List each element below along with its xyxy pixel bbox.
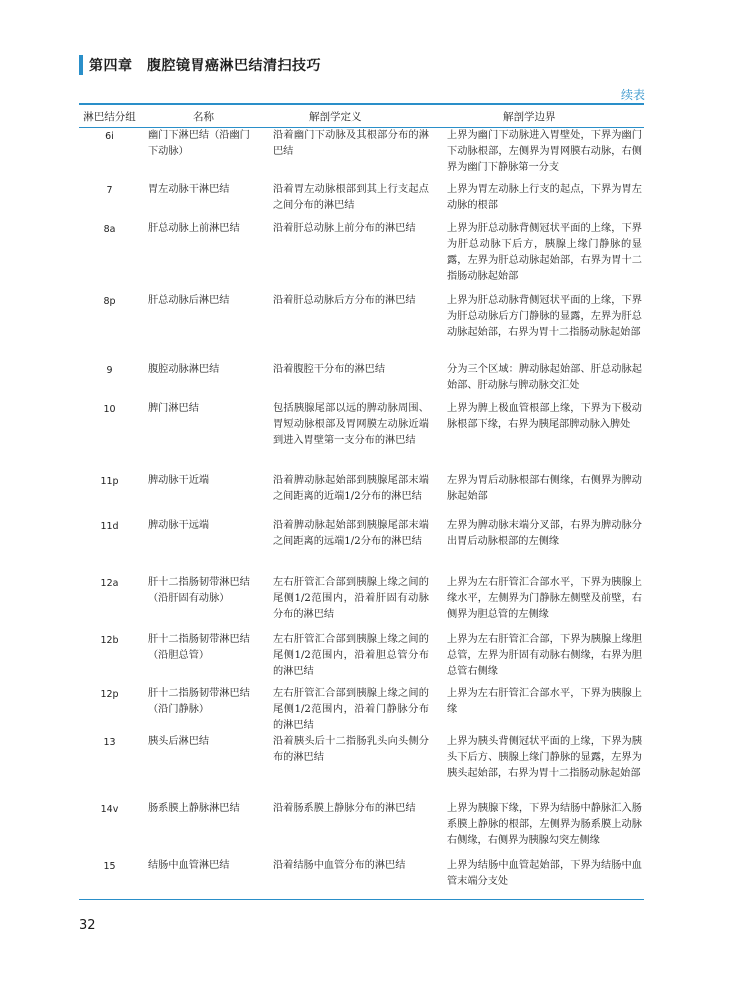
anatomical-boundary: 上界为胰腺下缘，下界为结肠中静脉汇入肠系膜上静脉的根部，左侧界为肠系膜上动脉右侧缘，右侧界为胰腺勾突左侧缘 xyxy=(447,802,642,846)
table-row xyxy=(79,221,644,293)
anatomical-definition: 沿着脾动脉起始部到胰腺尾部末端之间距离的远端1/2分布的淋巴结 xyxy=(273,519,429,547)
anatomical-boundary: 上界为胰头背侧冠状平面的上缘，下界为胰头下后方、胰腺上缘门静脉的显露，左界为胰头起始部，右界为胃十二指肠动脉起始部 xyxy=(447,735,642,779)
anatomical-boundary: 上界为结肠中血管起始部，下界为结肠中血管末端分支处 xyxy=(447,859,642,887)
anatomical-boundary: 上界为肝总动脉背侧冠状平面的上缘，下界为肝总动脉后方门静脉的显露，左界为肝总动脉起始部，右界为胃十二指肠动脉起始部 xyxy=(447,294,642,338)
table-row xyxy=(79,858,644,903)
node-group-id: 11d xyxy=(100,520,119,532)
node-group-id: 8a xyxy=(103,223,116,235)
anatomical-boundary: 上界为肝总动脉背侧冠状平面的上缘，下界为肝总动脉下后方，胰腺上缘门静脉的显露，左界为肝总动脉起始部，右界为胃十二指肠动脉起始部 xyxy=(447,222,642,282)
table-row xyxy=(79,518,644,575)
node-name: 胃左动脉干淋巴结 xyxy=(148,183,230,195)
anatomical-definition: 左右肝管汇合部到胰腺上缘之间的尾侧1/2范围内，沿着肝固有动脉分布的淋巴结 xyxy=(273,576,429,620)
node-name: 肝总动脉后淋巴结 xyxy=(148,294,230,306)
column-header-group: 淋巴结分组 xyxy=(79,105,140,128)
node-name: 胰头后淋巴结 xyxy=(148,735,210,747)
node-group-id: 7 xyxy=(106,184,113,196)
anatomical-boundary: 上界为左右肝管汇合部水平，下界为胰腺上缘水平，左侧界为门静脉左侧壁及前壁，右侧界为胆总管的左侧缘 xyxy=(447,576,642,620)
table-row xyxy=(79,632,644,686)
anatomical-boundary: 上界为胃左动脉上行支的起点，下界为胃左动脉的根部 xyxy=(447,183,642,211)
node-group-id: 12p xyxy=(100,688,119,700)
table-row xyxy=(79,575,644,632)
node-name: 肠系膜上静脉淋巴结 xyxy=(148,802,240,814)
node-group-id: 8p xyxy=(103,295,116,307)
anatomical-definition: 沿着肝总动脉上前分布的淋巴结 xyxy=(273,222,416,234)
column-header-name: 名称 xyxy=(140,105,267,128)
table-row xyxy=(79,128,644,182)
table-row xyxy=(79,362,644,401)
node-group-id: 12a xyxy=(100,577,119,589)
node-name: 幽门下淋巴结（沿幽门下动脉） xyxy=(148,130,250,157)
anatomical-definition: 沿着肝总动脉后方分布的淋巴结 xyxy=(273,294,416,306)
column-header-boundary: 解剖学边界 xyxy=(441,105,644,128)
table-row xyxy=(79,734,644,801)
node-name: 脾动脉干远端 xyxy=(148,519,210,531)
table-header xyxy=(79,105,644,128)
anatomical-definition: 沿着结肠中血管分布的淋巴结 xyxy=(273,859,406,871)
chapter-accent-bar xyxy=(79,55,83,75)
anatomical-boundary: 上界为左右肝管汇合部，下界为胰腺上缘胆总管，左界为肝固有动脉右侧缘，右界为胆总管右侧缘 xyxy=(447,633,642,677)
column-header-definition: 解剖学定义 xyxy=(267,105,441,128)
anatomical-boundary: 分为三个区域：脾动脉起始部、肝总动脉起始部、肝动脉与脾动脉交汇处 xyxy=(447,363,642,391)
page-number: 32 xyxy=(79,918,96,933)
anatomical-definition: 沿着肠系膜上静脉分布的淋巴结 xyxy=(273,802,416,814)
node-group-id: 9 xyxy=(106,364,113,376)
chapter-header xyxy=(79,54,321,76)
table-row xyxy=(79,293,644,362)
node-group-id: 6i xyxy=(105,131,114,142)
node-group-id: 11p xyxy=(100,475,119,487)
anatomical-boundary: 左界为脾动脉末端分叉部，右界为脾动脉分出胃后动脉根部的左侧缘 xyxy=(447,519,642,547)
node-name: 腹腔动脉淋巴结 xyxy=(148,363,220,375)
anatomical-boundary: 上界为幽门下动脉进入胃壁处，下界为幽门下动脉根部，左侧界为胃网膜右动脉，右侧界为幽门下静脉第一分支 xyxy=(447,130,642,173)
node-name: 肝十二指肠韧带淋巴结（沿门静脉） xyxy=(148,687,250,715)
node-group-id: 14v xyxy=(100,803,119,815)
node-name: 脾动脉干近端 xyxy=(148,474,210,486)
node-group-id: 15 xyxy=(103,860,116,872)
anatomical-definition: 沿着胰头后十二指肠乳头向头侧分布的淋巴结 xyxy=(273,735,429,763)
chapter-title: 第四章 腹腔镜胃癌淋巴结清扫技巧 xyxy=(89,58,321,74)
node-name: 脾门淋巴结 xyxy=(148,402,199,414)
table-row xyxy=(79,473,644,518)
anatomical-definition: 包括胰腺尾部以远的脾动脉周围、胃短动脉根部及胃网膜左动脉近端到进入胃壁第一支分布的淋巴结 xyxy=(273,402,429,446)
node-name: 结肠中血管淋巴结 xyxy=(148,859,230,871)
table-row xyxy=(79,182,644,221)
node-group-id: 13 xyxy=(103,736,116,748)
node-name: 肝总动脉上前淋巴结 xyxy=(148,222,240,234)
lymph-node-table xyxy=(79,105,644,903)
node-name: 肝十二指肠韧带淋巴结（沿肝固有动脉） xyxy=(148,576,250,604)
anatomical-definition: 沿着胃左动脉根部到其上行支起点之间分布的淋巴结 xyxy=(273,183,429,211)
node-group-id: 10 xyxy=(103,403,116,415)
anatomical-boundary: 上界为脾上极血管根部上缘，下界为下极动脉根部下缘，右界为胰尾部脾动脉入脾处 xyxy=(447,402,642,430)
anatomical-definition: 沿着腹腔干分布的淋巴结 xyxy=(273,363,386,375)
table-row xyxy=(79,801,644,858)
table-bottom-rule xyxy=(79,899,644,900)
node-name: 肝十二指肠韧带淋巴结（沿胆总管） xyxy=(148,633,250,661)
anatomical-definition: 左右肝管汇合部到胰腺上缘之间的尾侧1/2范围内，沿着胆总管分布的淋巴结 xyxy=(273,633,429,677)
table-row xyxy=(79,686,644,734)
anatomical-boundary: 上界为左右肝管汇合部水平，下界为胰腺上缘 xyxy=(447,687,642,715)
anatomical-boundary: 左界为胃后动脉根部右侧缘，右侧界为脾动脉起始部 xyxy=(447,474,642,502)
anatomical-definition: 沿着脾动脉起始部到胰腺尾部末端之间距离的近端1/2分布的淋巴结 xyxy=(273,474,429,502)
table-row xyxy=(79,401,644,473)
continued-label: 续表 xyxy=(620,88,645,102)
anatomical-definition: 沿着幽门下动脉及其根部分布的淋巴结 xyxy=(273,130,429,157)
anatomical-definition: 左右肝管汇合部到胰腺上缘之间的尾侧1/2范围内，沿着门静脉分布的淋巴结 xyxy=(273,687,429,731)
table-body xyxy=(79,128,644,903)
node-group-id: 12b xyxy=(100,634,119,646)
